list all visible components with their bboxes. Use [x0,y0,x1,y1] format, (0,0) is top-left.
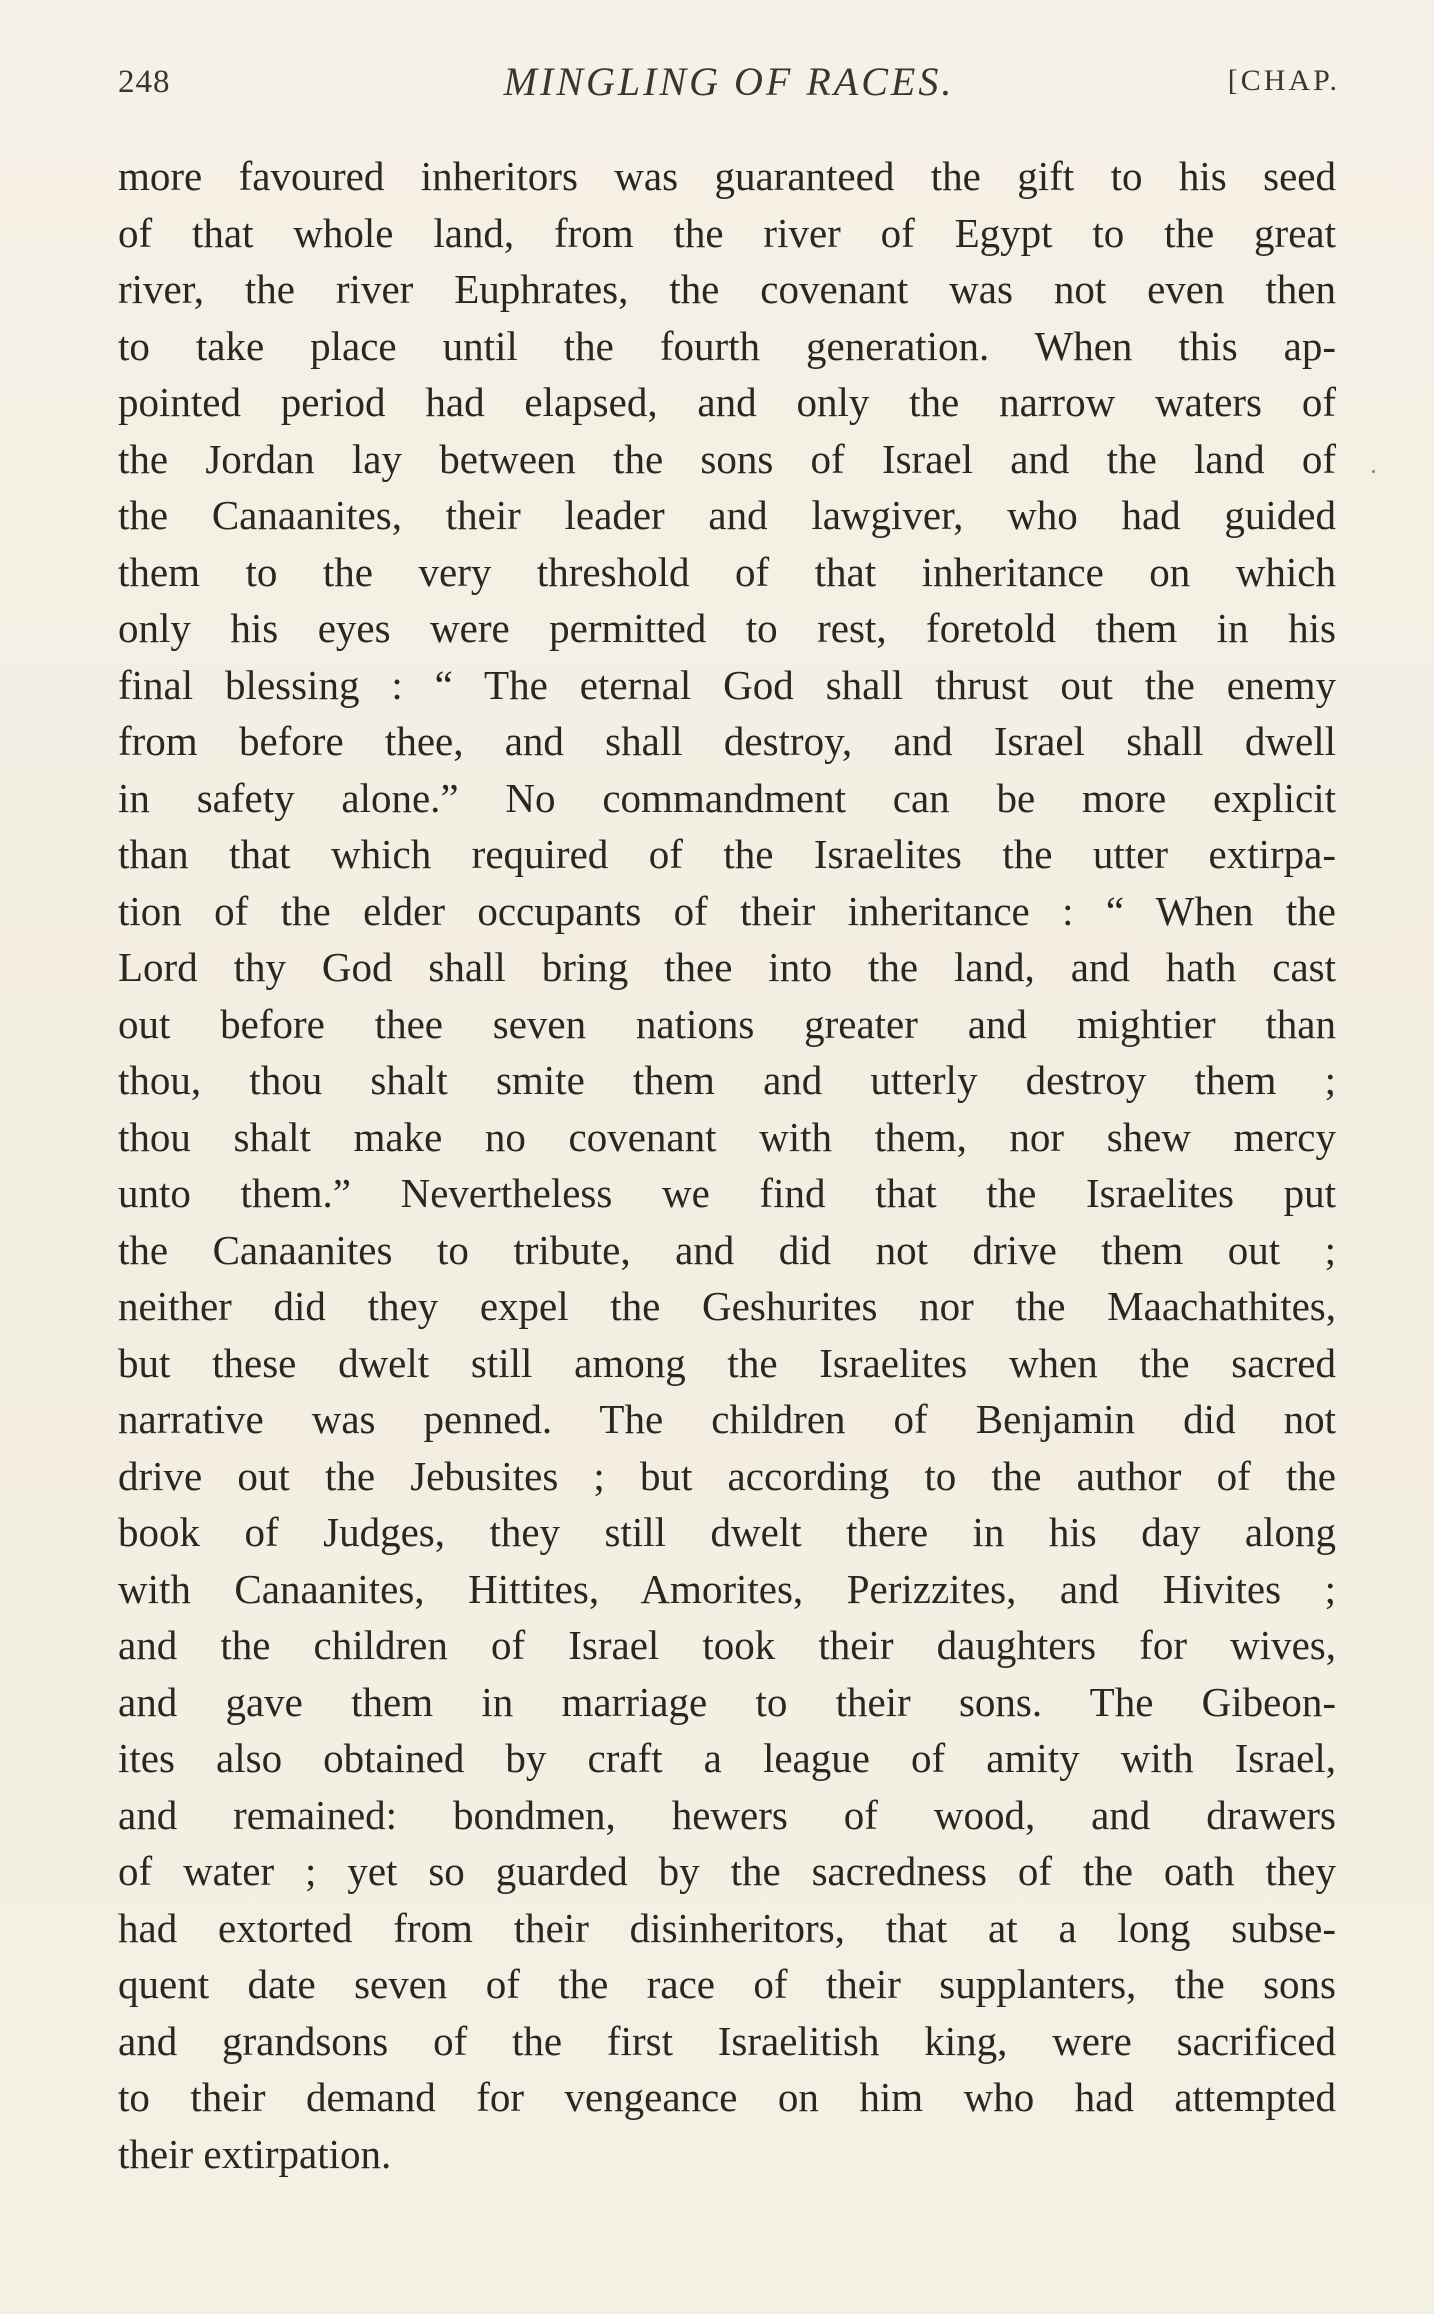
text-line: of that whole land, from the river of Egypt to the great [118,209,1336,256]
paper-speck [1372,470,1375,473]
text-line: drive out the Jebusites ; but according to the author of the [118,1452,1336,1499]
text-line: than that which required of the Israelites the utter extirpa- [118,831,1336,877]
text-line: quent date seven of the race of their supplanters, the sons [118,1961,1336,2007]
text-line: book of Judges, they still dwelt there in his day along [118,1509,1336,1555]
text-line: and the children of Israel took their daughters for wives, [118,1622,1336,1668]
text-line: only his eyes were permitted to rest, foretold them in his [118,605,1336,651]
body-text [118,148,1336,2182]
text-line: of water ; yet so guarded by the sacredness of the oath they [118,1848,1336,1894]
text-line: tion of the elder occupants of their inheritance : “ When the [118,887,1336,934]
text-line: from before thee, and shall destroy, and Israel shall dwell [118,718,1336,764]
text-line: thou, thou shalt smite them and utterly destroy them ; [118,1057,1336,1103]
text-line: in safety alone.” No commandment can be more explicit [118,774,1336,821]
text-line: the Jordan lay between the sons of Israel and the land of [118,435,1336,482]
text-line: their extirpation. [118,2130,392,2177]
text-line: the Canaanites, their leader and lawgiver, who had guided [118,492,1336,538]
text-line: river, the river Euphrates, the covenant was not even then [118,266,1336,312]
text-line: but these dwelt still among the Israelites when the sacred [118,1339,1336,1386]
text-line: the Canaanites to tribute, and did not drive them out ; [118,1226,1336,1273]
text-line: Lord thy God shall bring thee into the land, and hath cast [118,944,1336,990]
chapter-label: [CHAP. [1227,64,1340,97]
text-line: final blessing : “ The eternal God shall thrust out the enemy [118,661,1336,708]
text-line: and gave them in marriage to their sons. The Gibeon- [118,1678,1336,1725]
text-line: pointed period had elapsed, and only the narrow waters of [118,379,1336,425]
text-line: unto them.” Nevertheless we find that the Israelites put [118,1170,1336,1216]
text-line: to their demand for vengeance on him who had attempted [118,2074,1336,2120]
text-line: more favoured inheritors was guaranteed the gift to his seed [118,153,1336,199]
running-title: MINGLING OF RACES. [503,59,955,104]
text-line: had extorted from their disinheritors, that at a long subse- [118,1904,1336,1951]
text-line: narrative was penned. The children of Benjamin did not [118,1396,1336,1442]
page-number: 248 [118,64,171,100]
text-line: thou shalt make no covenant with them, nor shew mercy [118,1113,1336,1160]
text-line: out before thee seven nations greater and mightier than [118,1000,1336,1047]
text-line: and remained: bondmen, hewers of wood, and drawers [118,1791,1336,1838]
text-line: and grandsons of the first Israelitish king, were sacrificed [118,2017,1336,2064]
text-line: with Canaanites, Hittites, Amorites, Perizzites, and Hivites ; [118,1565,1336,1612]
running-head [118,58,1340,118]
text-line: ites also obtained by craft a league of amity with Israel, [118,1735,1336,1781]
text-line: them to the very threshold of that inheritance on which [118,548,1336,595]
text-line: to take place until the fourth generation. When this ap- [118,322,1336,369]
text-line: neither did they expel the Geshurites nor the Maachathites, [118,1283,1336,1329]
